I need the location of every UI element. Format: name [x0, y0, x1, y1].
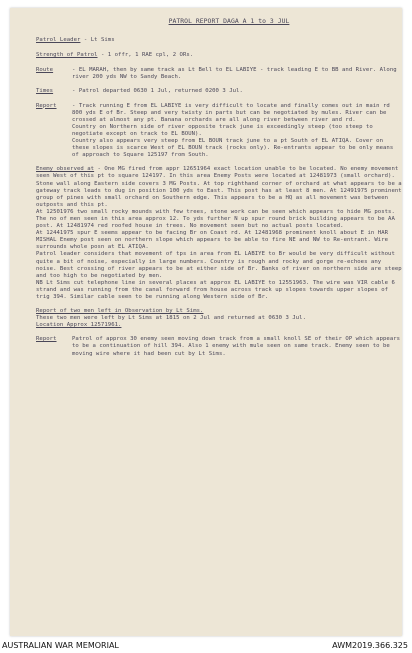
enemy-section	[36, 166, 402, 301]
enemy-paragraph: At 12441975 spur E seems appear to be facing Br on Coast rd. At 12481968 prominent knoll about E in HAR MISHAL Enemy post seen on northern slope which appears to be able to fire NE and NW to Re-entrant. Wire surrounds whole posn at EL ATIQA.	[36, 230, 389, 251]
archive-footer	[0, 640, 412, 653]
enemy-paragraph: NB Lt Sims cut telephone line in several places at approx EL LABIYE to 12551963. The wire was VIR cable 6 strand and was running from the canal forward from house across track up slopes towards upper slopes of trig 394. Similar cable seen to be running along Western side of Br.	[36, 279, 395, 300]
report-body	[72, 103, 402, 160]
final-report-section	[36, 336, 402, 357]
enemy-paragraph: At 12501976 two small rocky mounds with few trees, stone work can be seen which appears to hide MG posts. The no of men seen in this area approx 12. To yds further N up spur round brick building appears to be AA post. At 12481974 red roofed house in trees. No movement seen but no actual posts located.	[36, 208, 395, 230]
report-label: Report	[36, 102, 57, 109]
strength-value: - 1 offr, 1 RAE cpl, 2 ORs.	[100, 52, 194, 59]
enemy-paragraph: - One MG fired from appr 12651964 exact location unable to be located. No enemy movement seen West of this pt to square 124197. In this area Enemy Posts were located at 12481973 (small orchard). Stone wall along Eastern side covers 3 MG Posts. At top righthand corner of orchard at what appears to be a gateway track leads to dug in position 100 yds to East. This post has at least 8 men. At 12491975 prominent group of pines with small orchard on Southern edge. This appears to be a HQ as all movement was between outposts and this pt.	[36, 166, 402, 208]
times-text: - Patrol departed 0630 1 Jul, returned 0200 3 Jul.	[72, 88, 243, 95]
patrol-leader-label: Patrol Leader	[36, 37, 81, 44]
route-section	[36, 67, 402, 81]
report-paragraph: Country on Northern side of river opposite track june is exceedingly steep (too steep to negotiate except on track to EL BOUN).	[72, 123, 373, 137]
report-paragraph: - Track running E from EL LABIYE is very difficult to locate and finally comes out in main rd 800 yds E of Br. Steep and very twisty in parts but can be negotiated by mules. River can be crossed at almost any pt. Banana orchards are all along river between river and rd.	[72, 102, 390, 123]
patrol-leader-field	[36, 37, 402, 44]
enemy-paragraph: Patrol leader considers that movement of tps in area from EL LABIYE to Br would be very difficult without quite a bit of noise, especially in large numbers. Country is rough and rocky and gorge re-echoes any noise. Best crossing of river appears to be at either side of Br. Banks of river on northern side are steep and too high to be negotiated by men.	[36, 251, 402, 279]
strength-field	[36, 52, 402, 59]
final-report-label: Report	[36, 336, 57, 343]
patrol-leader-value: - Lt Sims	[83, 37, 115, 44]
times-section	[36, 88, 402, 95]
document-body	[36, 18, 402, 365]
report-section	[36, 103, 402, 160]
route-label: Route	[36, 67, 54, 74]
observation-line: These two men were left by Lt Sims at 1815 on 2 Jul and returned at 0630 3 Jul.	[36, 315, 306, 322]
final-report-text: Patrol of approx 30 enemy seen moving down track from a small knoll SE of their OP which appears to be a continuation of hill 394. Also 1 enemy with mule seen on same track. Enemy seen to be moving wire where it had been cut by Lt Sims.	[72, 336, 401, 357]
observation-heading: Report of two men left in Observation by Lt Sims.	[36, 308, 204, 315]
times-label: Times	[36, 88, 54, 95]
report-paragraph: Country also appears very steep from EL BOUN track june to a pt South of EL ATIQA. Cover on these slopes is scarce West of EL BOUN track (rocks only). Re-entrants appear to be only means of approach to Square 125197 from South.	[72, 138, 394, 159]
observation-section	[36, 308, 402, 329]
document-page	[10, 8, 402, 636]
observation-location: Location Approx 12571961.	[36, 322, 122, 329]
document-title: PATROL REPORT DAGA A 1 to 3 JUL	[168, 17, 290, 25]
footer-accession-number: AWM2019.366.325	[332, 641, 408, 650]
enemy-label: Enemy observed at	[36, 166, 95, 173]
strength-label: Strength of Patrol	[36, 52, 98, 59]
route-text: - EL MARAH, then by same track as Lt Bell to EL LABIYE - track leading E to BB and River. Along river 200 yds NW to Sandy Beach.	[72, 67, 397, 81]
footer-institution: AUSTRALIAN WAR MEMORIAL	[2, 641, 119, 650]
